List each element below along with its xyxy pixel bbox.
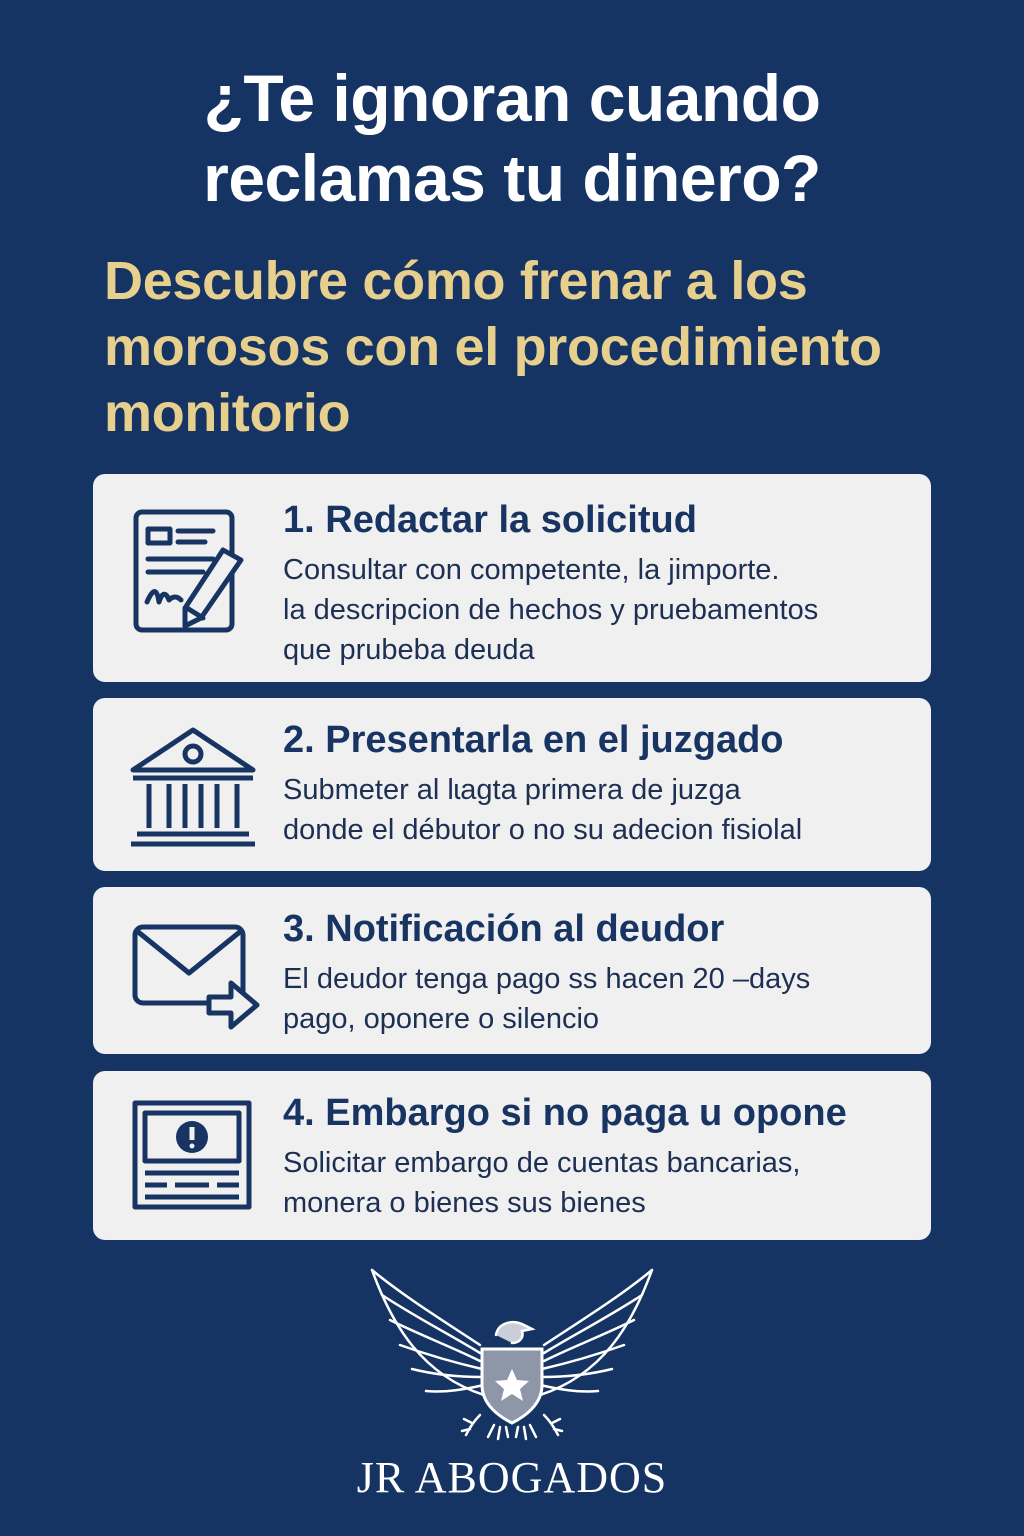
step-1-heading: 1. Redactar la solicitud (283, 499, 697, 541)
subtitle-line-3: monitorio (104, 383, 351, 443)
step-card-2 (93, 698, 931, 871)
step-1-line-1: Consultar con competente, la jimporte. (283, 554, 780, 586)
document-signature-icon (123, 504, 263, 644)
step-4-line-1: Solicitar embargo de cuentas bancarias, (283, 1147, 801, 1179)
step-1-description (283, 550, 923, 670)
step-card-1 (93, 474, 931, 682)
step-3-line-1: El deudor tenga pago ss hacen 20 –days (283, 963, 811, 995)
subtitle-line-1: Descubre cómo frenar a los (104, 251, 808, 311)
step-4-description (283, 1143, 923, 1223)
courthouse-icon (123, 718, 263, 858)
eagle-shield-logo (362, 1265, 662, 1455)
envelope-arrow-icon (123, 901, 263, 1041)
page-subtitle (104, 248, 984, 446)
banknote-alert-icon (123, 1085, 263, 1225)
title-line-1: ¿Te ignoran cuando (203, 61, 821, 135)
step-1-line-3: que prubeba deuda (283, 634, 535, 666)
step-card-4 (93, 1071, 931, 1240)
step-2-line-1: Submeter al lɩagta primera de juzga (283, 774, 741, 806)
step-2-description (283, 770, 923, 850)
step-3-description (283, 959, 923, 1039)
step-4-line-2: monera o bienes sus bienes (283, 1187, 646, 1219)
firm-name: JR ABOGADOS (356, 1453, 668, 1502)
title-line-2: reclamas tu dinero? (203, 141, 821, 215)
step-3-line-2: pago, oponere o silencio (283, 1003, 600, 1035)
step-1-line-2: la descripcion de hechos y pruebamentos (283, 594, 819, 626)
step-4-heading: 4. Embargo si no paga u opone (283, 1092, 847, 1134)
subtitle-line-2: morosos con el procedimiento (104, 317, 882, 377)
step-2-line-2: donde el débutor o no su adecion fisiolal (283, 814, 803, 846)
step-card-3 (93, 887, 931, 1054)
step-3-heading: 3. Notificación al deudor (283, 908, 725, 950)
page-title (0, 58, 1024, 218)
step-2-heading: 2. Presentarla en el juzgado (283, 719, 784, 761)
